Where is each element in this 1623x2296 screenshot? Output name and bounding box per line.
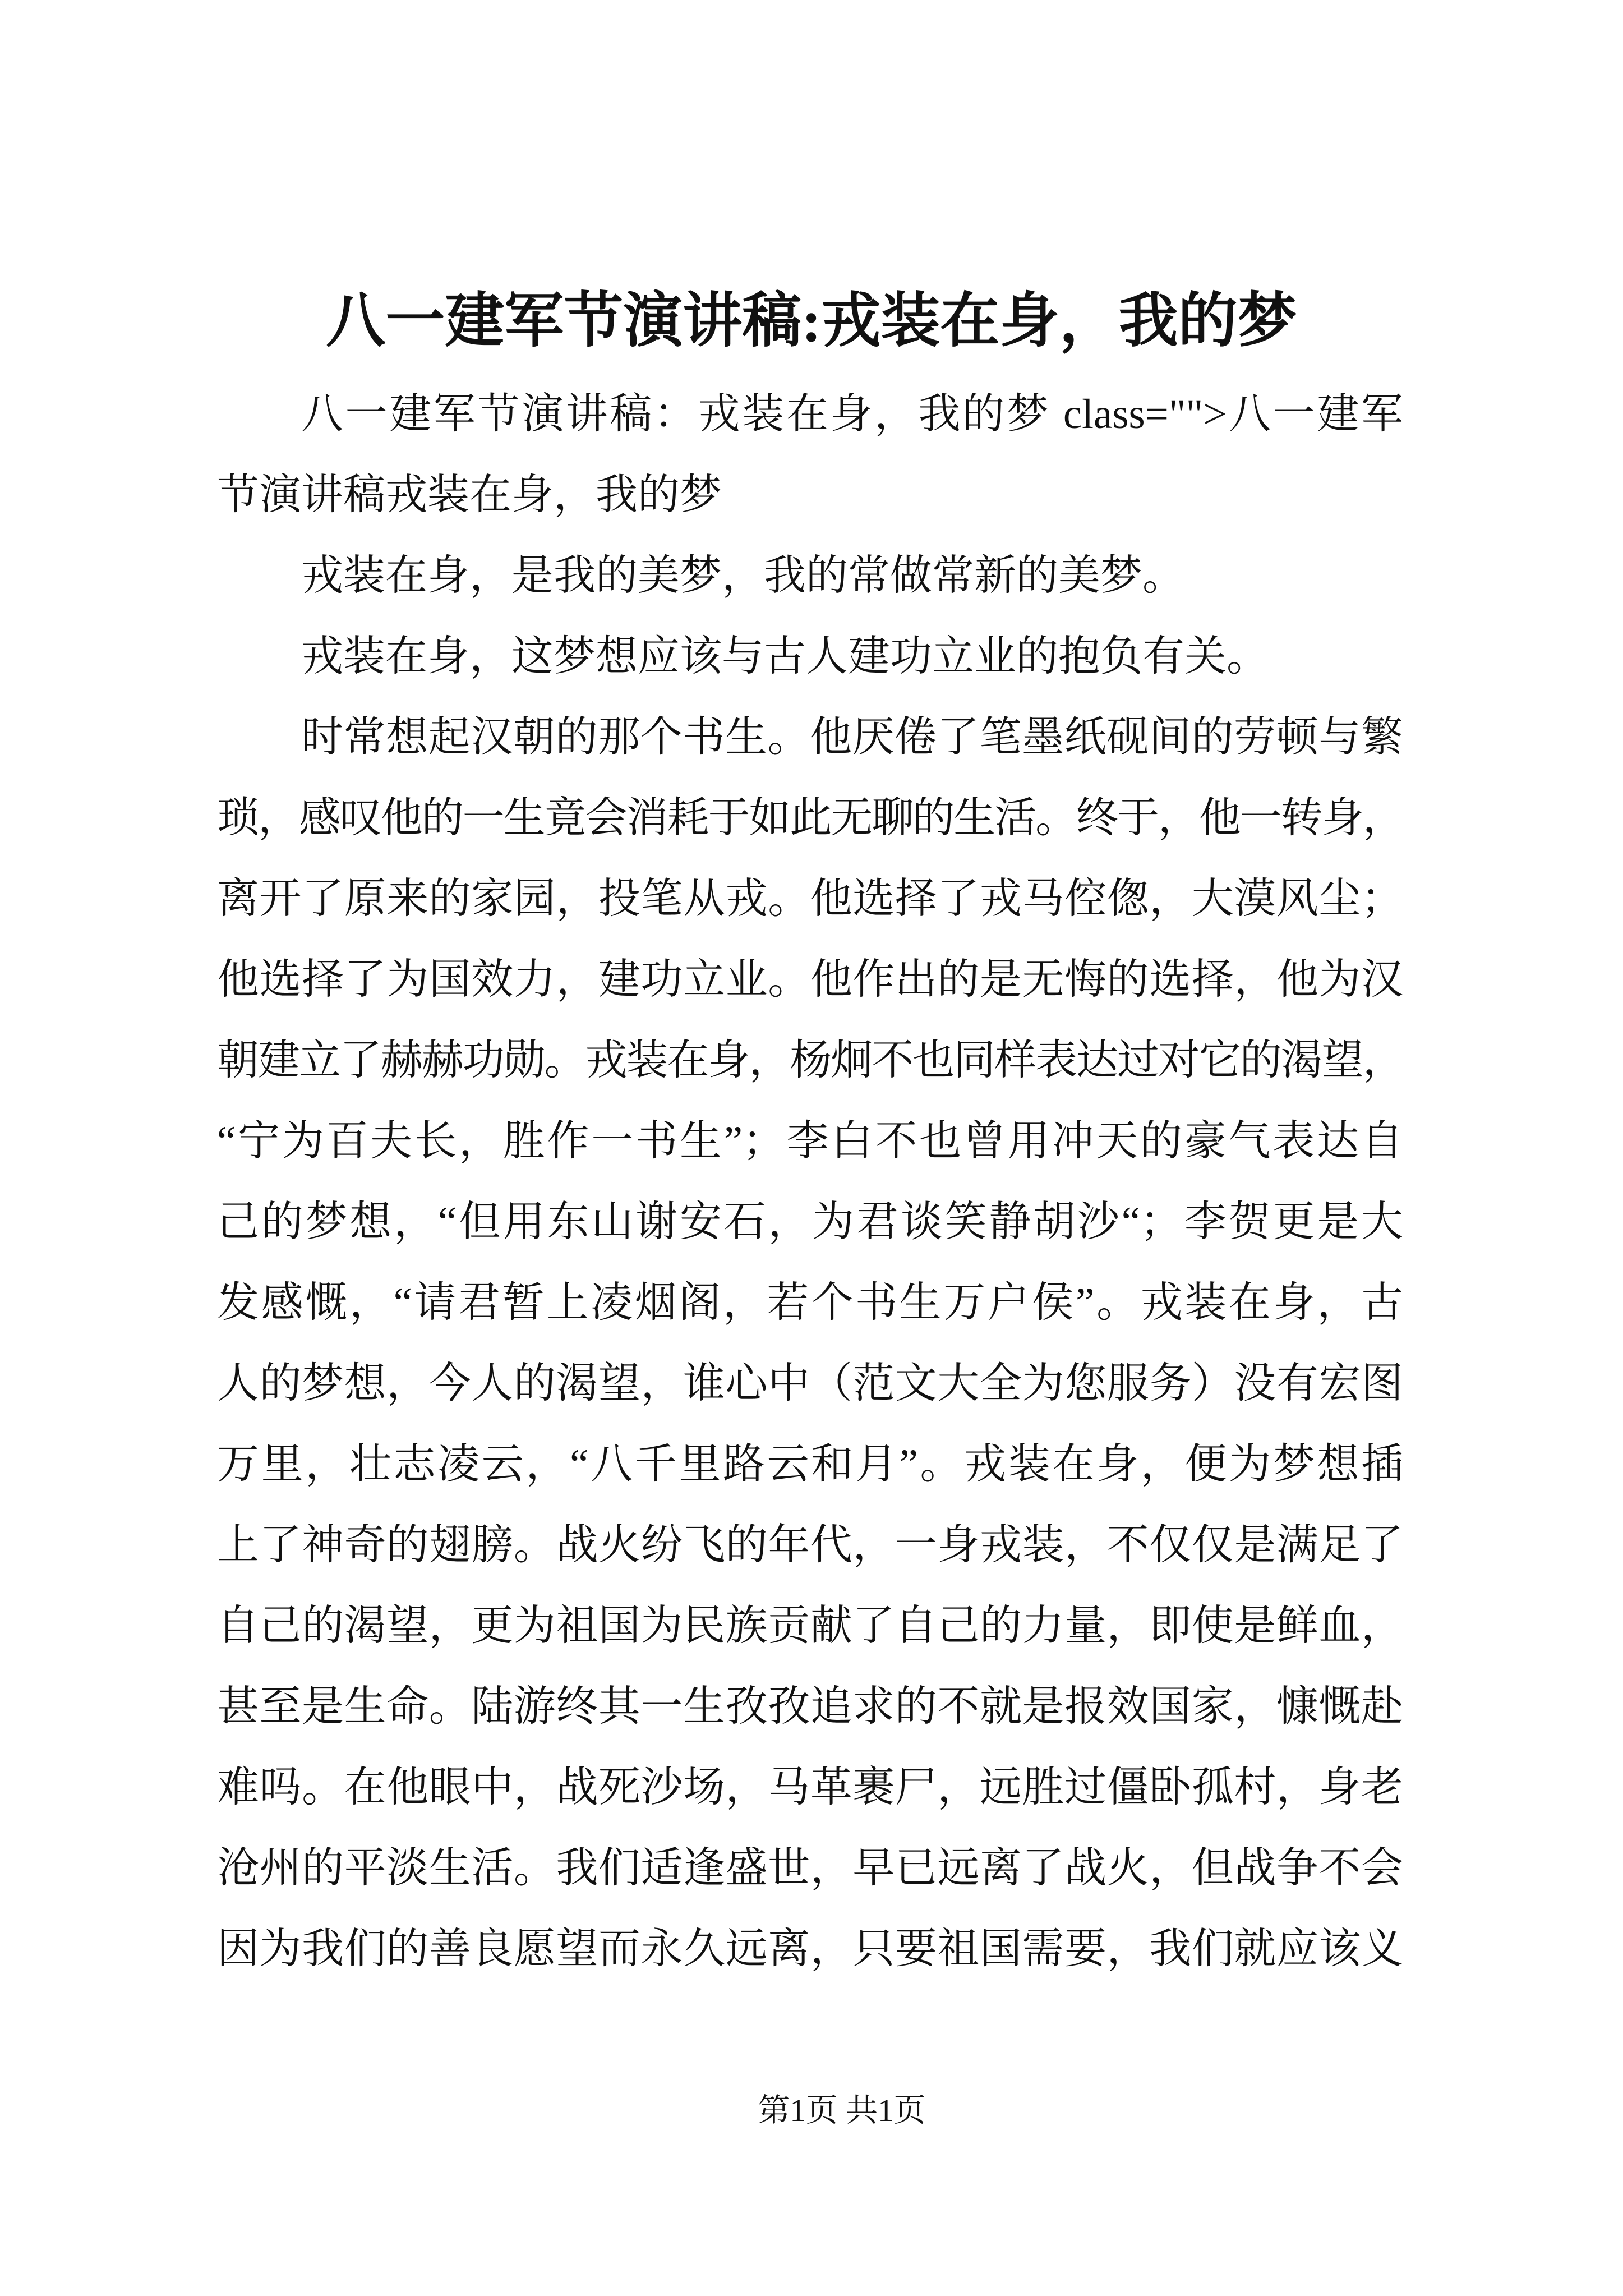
text-line: 时常想起汉朝的那个书生。他厌倦了笔墨纸砚间的劳顿与繁 — [301, 714, 1403, 761]
document-body — [217, 374, 1403, 1990]
text-line: 自己的渴望，更为祖国为民族贡献了自己的力量，即使是鲜血， — [217, 1603, 1403, 1649]
text-line: 离开了原来的家园，投笔从戎。他选择了戎马倥偬，大漠风尘； — [217, 876, 1403, 922]
text-line: 甚至是生命。陆游终其一生孜孜追求的不就是报效国家，慷慨赴 — [217, 1683, 1403, 1730]
paragraph — [217, 697, 1403, 1990]
text-line: 人的梦想，今人的渴望，谁心中（范文大全为您服务）没有宏图 — [217, 1360, 1403, 1407]
paragraph — [217, 374, 1403, 536]
text-line: 琐，感叹他的一生竟会消耗于如此无聊的生活。终于，他一转身， — [217, 795, 1403, 841]
text-line: 朝建立了赫赫功勋。戎装在身，杨炯不也同样表达过对它的渴望， — [217, 1037, 1403, 1084]
text-line: 上了神奇的翅膀。战火纷飞的年代，一身戎装，不仅仅是满足了 — [217, 1522, 1403, 1568]
text-line: 万里，壮志凌云，“八千里路云和月”。戎装在身，便为梦想插 — [217, 1441, 1403, 1488]
text-line: 戎装在身，这梦想应该与古人建功立业的抱负有关。 — [301, 633, 1269, 680]
document-title: 八一建军节演讲稿:戎装在身，我的梦 — [326, 288, 1297, 354]
text-line: 节演讲稿戎装在身，我的梦 — [217, 472, 722, 518]
page-number-footer: 第1页 共1页 — [758, 2093, 926, 2128]
text-line: “宁为百夫长，胜作一书生”；李白不也曾用冲天的豪气表达自 — [217, 1118, 1403, 1165]
paragraph — [217, 616, 1403, 697]
text-line: 因为我们的善良愿望而永久远离，只要祖国需要，我们就应该义 — [217, 1926, 1403, 1972]
text-line: 沧州的平淡生活。我们适逢盛世，早已远离了战火，但战争不会 — [217, 1845, 1403, 1892]
text-line: 他选择了为国效力，建功立业。他作出的是无悔的选择，他为汉 — [217, 956, 1403, 1003]
text-line: 己的梦想，“但用东山谢安石，为君谈笑静胡沙“；李贺更是大 — [217, 1199, 1403, 1245]
paragraph — [217, 536, 1403, 616]
text-line: 发感慨，“请君暂上凌烟阁，若个书生万户侯”。戎装在身，古 — [217, 1280, 1403, 1326]
text-line: 难吗。在他眼中，战死沙场，马革裹尸，远胜过僵卧孤村，身老 — [217, 1764, 1403, 1811]
text-line: 八一建军节演讲稿：戎装在身，我的梦 class="">八一建军 — [301, 391, 1403, 438]
text-line: 戎装在身，是我的美梦，我的常做常新的美梦。 — [301, 553, 1185, 599]
